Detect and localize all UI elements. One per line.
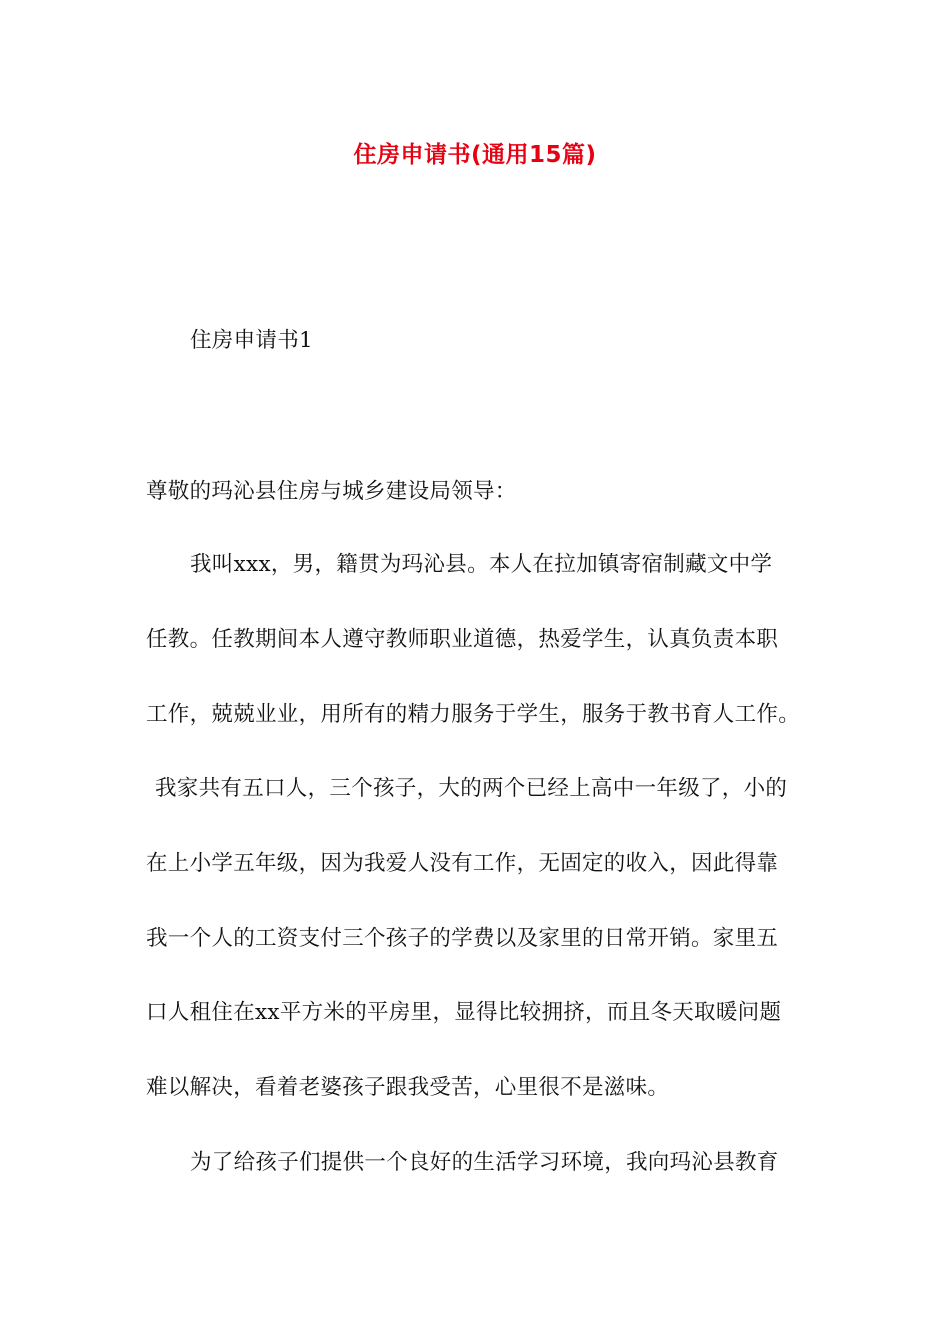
page-title: 住房申请书(通用15篇) bbox=[353, 142, 597, 168]
salutation: 尊敬的玛沁县住房与城乡建设局领导： bbox=[146, 479, 517, 504]
body-line: 难以解决，看着老婆孩子跟我受苦，心里很不是滋味。 bbox=[146, 1075, 670, 1100]
body-line: 我叫xxx，男，籍贯为玛沁县。本人在拉加镇寄宿制藏文中学 bbox=[190, 552, 773, 577]
section-heading: 住房申请书1 bbox=[190, 328, 313, 353]
body-line: 我一个人的工资支付三个孩子的学费以及家里的日常开销。家里五 bbox=[146, 926, 779, 951]
body-line: 任教。任教期间本人遵守教师职业道德，热爱学生，认真负责本职 bbox=[146, 627, 779, 652]
body-line: 我家共有五口人，三个孩子，大的两个已经上高中一年级了，小的 bbox=[155, 776, 788, 801]
body-line: 在上小学五年级，因为我爱人没有工作，无固定的收入，因此得靠 bbox=[146, 851, 779, 876]
body-line: 口人租住在xx平方米的平房里，显得比较拥挤，而且冬天取暖问题 bbox=[146, 1000, 782, 1025]
body-line: 为了给孩子们提供一个良好的生活学习环境，我向玛沁县教育 bbox=[190, 1150, 779, 1175]
body-line: 工作，兢兢业业，用所有的精力服务于学生，服务于教书育人工作。 bbox=[146, 702, 801, 727]
